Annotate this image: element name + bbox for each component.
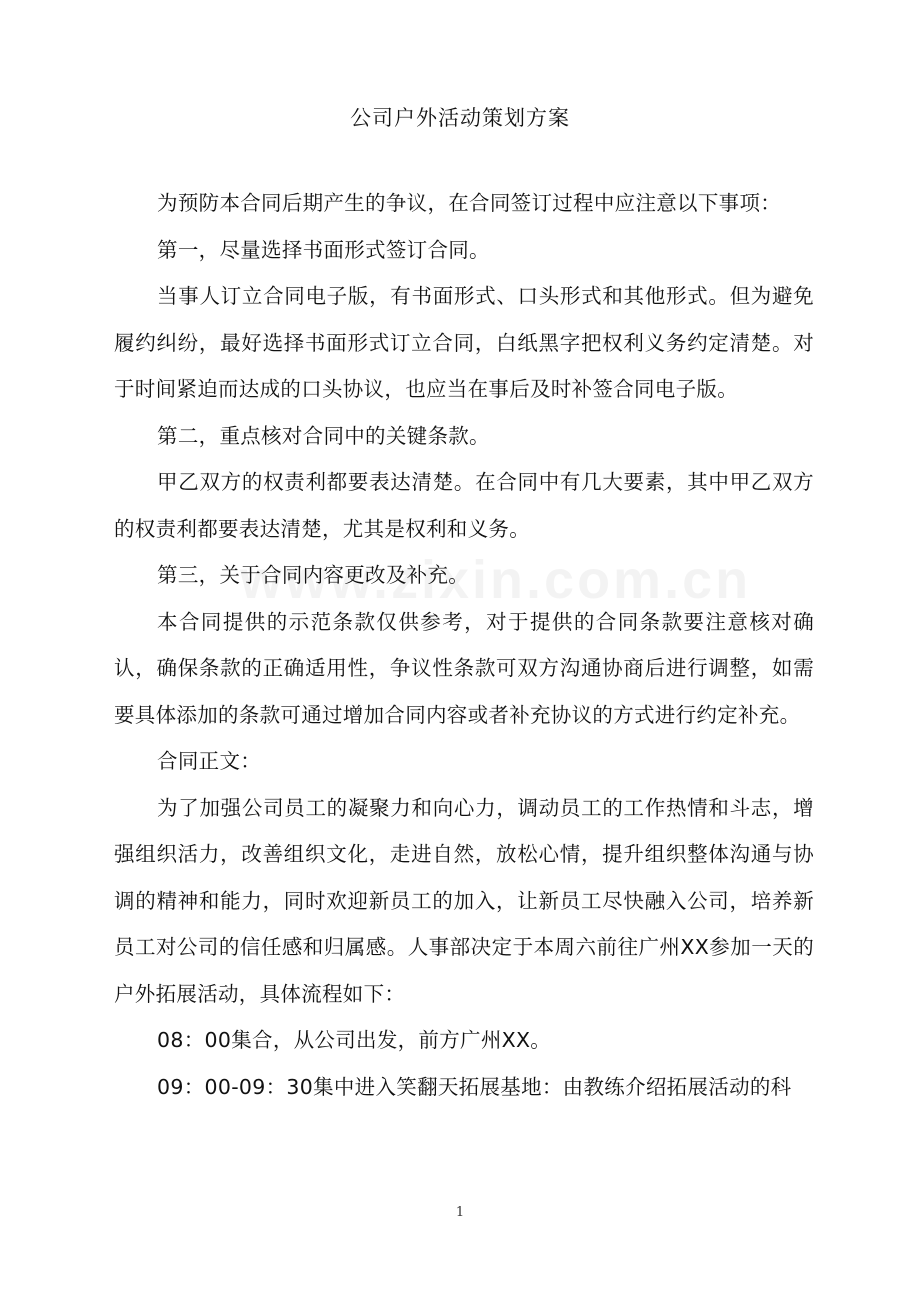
watermark — [240, 548, 680, 612]
paragraph-schedule-0800: 08：00集合，从公司出发，前方广州XX。 — [157, 1028, 552, 1052]
document-body — [114, 180, 814, 1110]
paragraph-point-two-heading: 第二，重点核对合同中的关键条款。 — [157, 423, 490, 448]
paragraph-point-three-body: 本合同提供的示范条款仅供参考，对于提供的合同条款要注意核对确认，确保条款的正确适用性，争议性条款可双方沟通协商后进行调整，如需要具体添加的条款可通过增加合同内容或者补充协议的方式进行约定补充。 — [114, 609, 814, 727]
paragraph-schedule-0900: 09：00-09：30集中进入笑翻天拓展基地：由教练介绍拓展活动的科 — [157, 1074, 792, 1099]
document-title: 公司户外活动策划方案 — [350, 106, 570, 130]
paragraph-intro: 为预防本合同后期产生的争议，在合同签订过程中应注意以下事项： — [157, 191, 782, 215]
page-number: 1 — [455, 1205, 465, 1220]
paragraph-point-one-body: 当事人订立合同电子版，有书面形式、口头形式和其他形式。但为避免履约纠纷，最好选择书面形式订立合同，白纸黑字把权利义务约定清楚。对于时间紧迫而达成的口头协议，也应当在事后及时补签合同电子版。 — [114, 284, 814, 401]
paragraph-point-three-heading: 第三，关于合同内容更改及补充。 — [157, 563, 470, 587]
paragraph-point-one-heading: 第一，尽量选择书面形式签订合同。 — [157, 237, 490, 262]
paragraph-activity-purpose: 为了加强公司员工的凝聚力和向心力，调动员工的工作热情和斗志，增强组织活力，改善组织文化，走进自然，放松心情，提升组织整体沟通与协调的精神和能力，同时欢迎新员工的加入，让新员工尽快融入公司，培养新员工对公司的信任感和归属感。人事部决定于本周六前往广州XX参加一天的户外拓展活动，具体流程如下： — [114, 795, 814, 1006]
paragraph-point-two-body: 甲乙双方的权责利都要表达清楚。在合同中有几大要素，其中甲乙双方的权责利都要表达清楚，尤其是权利和义务。 — [114, 470, 814, 541]
paragraph-contract-text-label: 合同正文： — [157, 749, 262, 773]
